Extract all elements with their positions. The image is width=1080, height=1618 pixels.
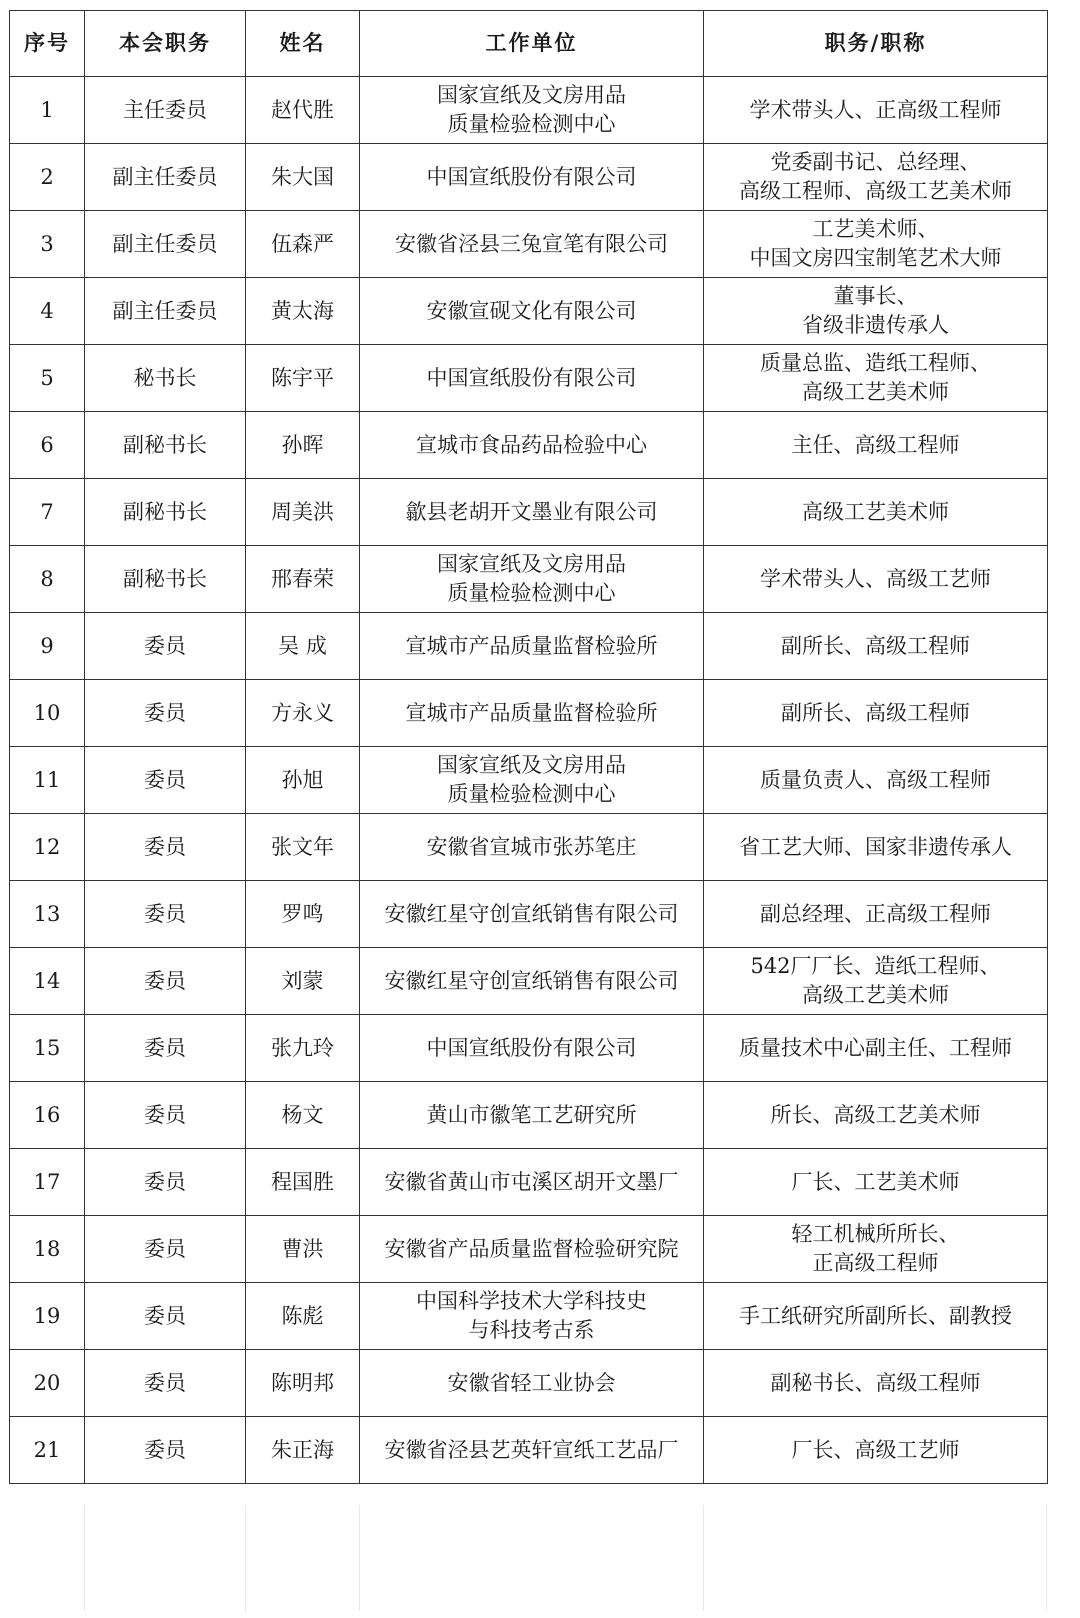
cell-name: 朱正海 [246,1417,360,1484]
cell-position-title [704,1149,1048,1216]
work-unit-line: 安徽省产品质量监督检验研究院 [384,1236,679,1261]
cell-committee-role: 委员 [85,1082,246,1149]
cell-committee-role: 委员 [85,948,246,1015]
work-unit-line: 安徽省泾县艺英轩宣纸工艺品厂 [384,1437,679,1462]
cell-committee-role: 委员 [85,1350,246,1417]
table-row [10,1149,1048,1216]
work-unit-line: 安徽省宣城市张苏笔庄 [426,834,637,859]
position-title-line: 副总经理、正高级工程师 [760,901,991,926]
cell-work-unit [360,1149,704,1216]
cell-serial-number: 11 [10,747,85,814]
cell-position-title [704,881,1048,948]
work-unit-line: 与科技考古系 [468,1318,595,1342]
committee-table-container [9,10,1047,1484]
position-title-line: 质量技术中心副主任、工程师 [739,1035,1012,1060]
cell-serial-number: 18 [10,1216,85,1283]
position-title-line: 高级工程师、高级工艺美术师 [739,179,1012,203]
table-row [10,613,1048,680]
position-title-line: 高级工艺美术师 [802,380,949,404]
table-row [10,479,1048,546]
work-unit-line: 歙县老胡开文墨业有限公司 [405,499,658,524]
position-title-line: 正高级工程师 [812,1251,939,1275]
table-row [10,144,1048,211]
header-work-unit: 工作单位 [360,11,704,77]
cell-committee-role: 副主任委员 [85,144,246,211]
work-unit-line: 安徽红星守创宣纸销售有限公司 [384,901,679,926]
work-unit-line: 质量检验检测中心 [447,112,616,136]
cell-position-title [704,948,1048,1015]
position-title-line: 省工艺大师、国家非遗传承人 [739,834,1012,859]
cell-position-title [704,479,1048,546]
position-title-line: 省级非遗传承人 [802,313,949,337]
header-position-title: 职务/职称 [704,11,1048,77]
table-header-row [10,11,1048,77]
cell-serial-number: 20 [10,1350,85,1417]
cell-work-unit [360,1082,704,1149]
table-row [10,1350,1048,1417]
cell-work-unit [360,680,704,747]
table-row [10,345,1048,412]
work-unit-line: 质量检验检测中心 [447,581,616,605]
cell-work-unit [360,479,704,546]
cell-serial-number: 12 [10,814,85,881]
work-unit-line: 中国宣纸股份有限公司 [426,1035,637,1060]
position-title-line: 学术带头人、正高级工程师 [749,97,1002,122]
cell-position-title [704,1216,1048,1283]
cell-committee-role: 秘书长 [85,345,246,412]
table-body [10,77,1048,1484]
cell-position-title [704,211,1048,278]
cell-work-unit [360,1417,704,1484]
table-row [10,1082,1048,1149]
cell-committee-role: 副秘书长 [85,546,246,613]
cell-committee-role: 副主任委员 [85,211,246,278]
header-name: 姓名 [246,11,360,77]
work-unit-line: 中国科学技术大学科技史 [416,1289,647,1313]
position-title-line: 质量负责人、高级工程师 [760,767,991,792]
work-unit-line: 宣城市产品质量监督检验所 [405,700,658,725]
work-unit-line: 中国宣纸股份有限公司 [426,164,637,189]
cell-name: 刘蒙 [246,948,360,1015]
cell-name: 赵代胜 [246,77,360,144]
cell-work-unit [360,747,704,814]
table-row [10,77,1048,144]
cell-serial-number: 7 [10,479,85,546]
cell-position-title [704,1082,1048,1149]
cell-serial-number: 21 [10,1417,85,1484]
cell-name: 陈彪 [246,1283,360,1350]
cell-serial-number: 14 [10,948,85,1015]
work-unit-line: 宣城市产品质量监督检验所 [405,633,658,658]
cell-committee-role: 委员 [85,1283,246,1350]
header-serial-number: 序号 [10,11,85,77]
cell-name: 黄太海 [246,278,360,345]
table-row [10,211,1048,278]
work-unit-line: 安徽省轻工业协会 [447,1370,616,1395]
cell-committee-role: 副秘书长 [85,412,246,479]
cell-position-title [704,814,1048,881]
cell-work-unit [360,1283,704,1350]
cell-position-title [704,144,1048,211]
cell-committee-role: 委员 [85,881,246,948]
cell-name: 邢春荣 [246,546,360,613]
cell-position-title [704,278,1048,345]
position-title-line: 轻工机械所所长、 [791,1222,960,1246]
cell-committee-role: 副主任委员 [85,278,246,345]
position-title-line: 董事长、 [833,284,918,308]
cell-work-unit [360,1350,704,1417]
table-row [10,1283,1048,1350]
table-row [10,814,1048,881]
position-title-line: 副所长、高级工程师 [781,700,970,725]
cell-position-title [704,345,1048,412]
cell-name: 伍森严 [246,211,360,278]
position-title-line: 所长、高级工艺美术师 [770,1102,981,1127]
table-row [10,948,1048,1015]
header-committee-role: 本会职务 [85,11,246,77]
cell-name: 周美洪 [246,479,360,546]
cell-work-unit [360,345,704,412]
cell-name: 方永义 [246,680,360,747]
cell-committee-role: 主任委员 [85,77,246,144]
work-unit-line: 安徽宣砚文化有限公司 [426,298,637,323]
cell-serial-number: 6 [10,412,85,479]
cell-work-unit [360,814,704,881]
cell-name: 张文年 [246,814,360,881]
cell-serial-number: 2 [10,144,85,211]
cell-committee-role: 委员 [85,1149,246,1216]
position-title-line: 学术带头人、高级工艺师 [760,566,991,591]
cell-position-title [704,1417,1048,1484]
cell-work-unit [360,881,704,948]
work-unit-line: 国家宣纸及文房用品 [437,753,626,777]
cell-name: 孙晖 [246,412,360,479]
cell-serial-number: 10 [10,680,85,747]
table-row [10,680,1048,747]
cell-position-title [704,747,1048,814]
cell-serial-number: 19 [10,1283,85,1350]
cell-name: 吴 成 [246,613,360,680]
table-row [10,881,1048,948]
work-unit-line: 宣城市食品药品检验中心 [416,432,647,457]
position-title-line: 厂长、高级工艺师 [791,1437,960,1462]
table-row [10,1015,1048,1082]
cell-position-title [704,613,1048,680]
cell-position-title [704,1350,1048,1417]
cell-name: 杨文 [246,1082,360,1149]
cell-work-unit [360,1216,704,1283]
cell-work-unit [360,546,704,613]
cell-committee-role: 委员 [85,1015,246,1082]
work-unit-line: 安徽红星守创宣纸销售有限公司 [384,968,679,993]
cell-committee-role: 委员 [85,1417,246,1484]
cell-serial-number: 5 [10,345,85,412]
position-title-line: 质量总监、造纸工程师、 [760,351,991,375]
position-title-line: 手工纸研究所副所长、副教授 [739,1303,1012,1328]
table-row [10,1417,1048,1484]
cell-name: 罗鸣 [246,881,360,948]
cell-serial-number: 16 [10,1082,85,1149]
table-row [10,278,1048,345]
cell-position-title [704,680,1048,747]
cell-committee-role: 委员 [85,747,246,814]
position-title-line: 厂长、工艺美术师 [791,1169,960,1194]
cell-work-unit [360,613,704,680]
position-title-line: 中国文房四宝制笔艺术大师 [749,246,1002,270]
cell-work-unit [360,948,704,1015]
work-unit-line: 黄山市徽笔工艺研究所 [426,1102,637,1127]
cell-committee-role: 委员 [85,814,246,881]
cell-name: 张九玲 [246,1015,360,1082]
cell-committee-role: 委员 [85,1216,246,1283]
position-title-line: 副秘书长、高级工程师 [770,1370,981,1395]
cell-serial-number: 8 [10,546,85,613]
position-title-line: 党委副书记、总经理、 [770,150,981,174]
cell-serial-number: 3 [10,211,85,278]
table-row [10,1216,1048,1283]
position-title-line: 工艺美术师、 [812,217,939,241]
position-title-line: 副所长、高级工程师 [781,633,970,658]
cell-name: 孙旭 [246,747,360,814]
table-row [10,747,1048,814]
cell-position-title [704,77,1048,144]
table-row [10,546,1048,613]
cell-serial-number: 1 [10,77,85,144]
cell-position-title [704,1283,1048,1350]
cell-committee-role: 副秘书长 [85,479,246,546]
committee-members-table [9,10,1048,1484]
table-row [10,412,1048,479]
cell-committee-role: 委员 [85,613,246,680]
cell-position-title [704,1015,1048,1082]
cell-work-unit [360,412,704,479]
cell-serial-number: 17 [10,1149,85,1216]
position-title-line: 542厂厂长、造纸工程师、 [750,954,1001,978]
cell-work-unit [360,77,704,144]
cell-serial-number: 13 [10,881,85,948]
work-unit-line: 质量检验检测中心 [447,782,616,806]
cell-committee-role: 委员 [85,680,246,747]
cell-work-unit [360,1015,704,1082]
cell-name: 陈宇平 [246,345,360,412]
work-unit-line: 中国宣纸股份有限公司 [426,365,637,390]
cell-name: 朱大国 [246,144,360,211]
work-unit-line: 国家宣纸及文房用品 [437,83,626,107]
cell-name: 陈明邦 [246,1350,360,1417]
position-title-line: 高级工艺美术师 [802,499,949,524]
work-unit-line: 安徽省泾县三兔宣笔有限公司 [395,231,668,256]
cell-position-title [704,412,1048,479]
position-title-line: 高级工艺美术师 [802,983,949,1007]
cell-work-unit [360,211,704,278]
cell-serial-number: 4 [10,278,85,345]
work-unit-line: 国家宣纸及文房用品 [437,552,626,576]
cell-position-title [704,546,1048,613]
position-title-line: 主任、高级工程师 [791,432,960,457]
work-unit-line: 安徽省黄山市屯溪区胡开文墨厂 [384,1169,679,1194]
cell-name: 程国胜 [246,1149,360,1216]
table-bottom-blank-area [9,1505,1047,1611]
cell-serial-number: 9 [10,613,85,680]
cell-work-unit [360,144,704,211]
cell-name: 曹洪 [246,1216,360,1283]
cell-serial-number: 15 [10,1015,85,1082]
cell-work-unit [360,278,704,345]
